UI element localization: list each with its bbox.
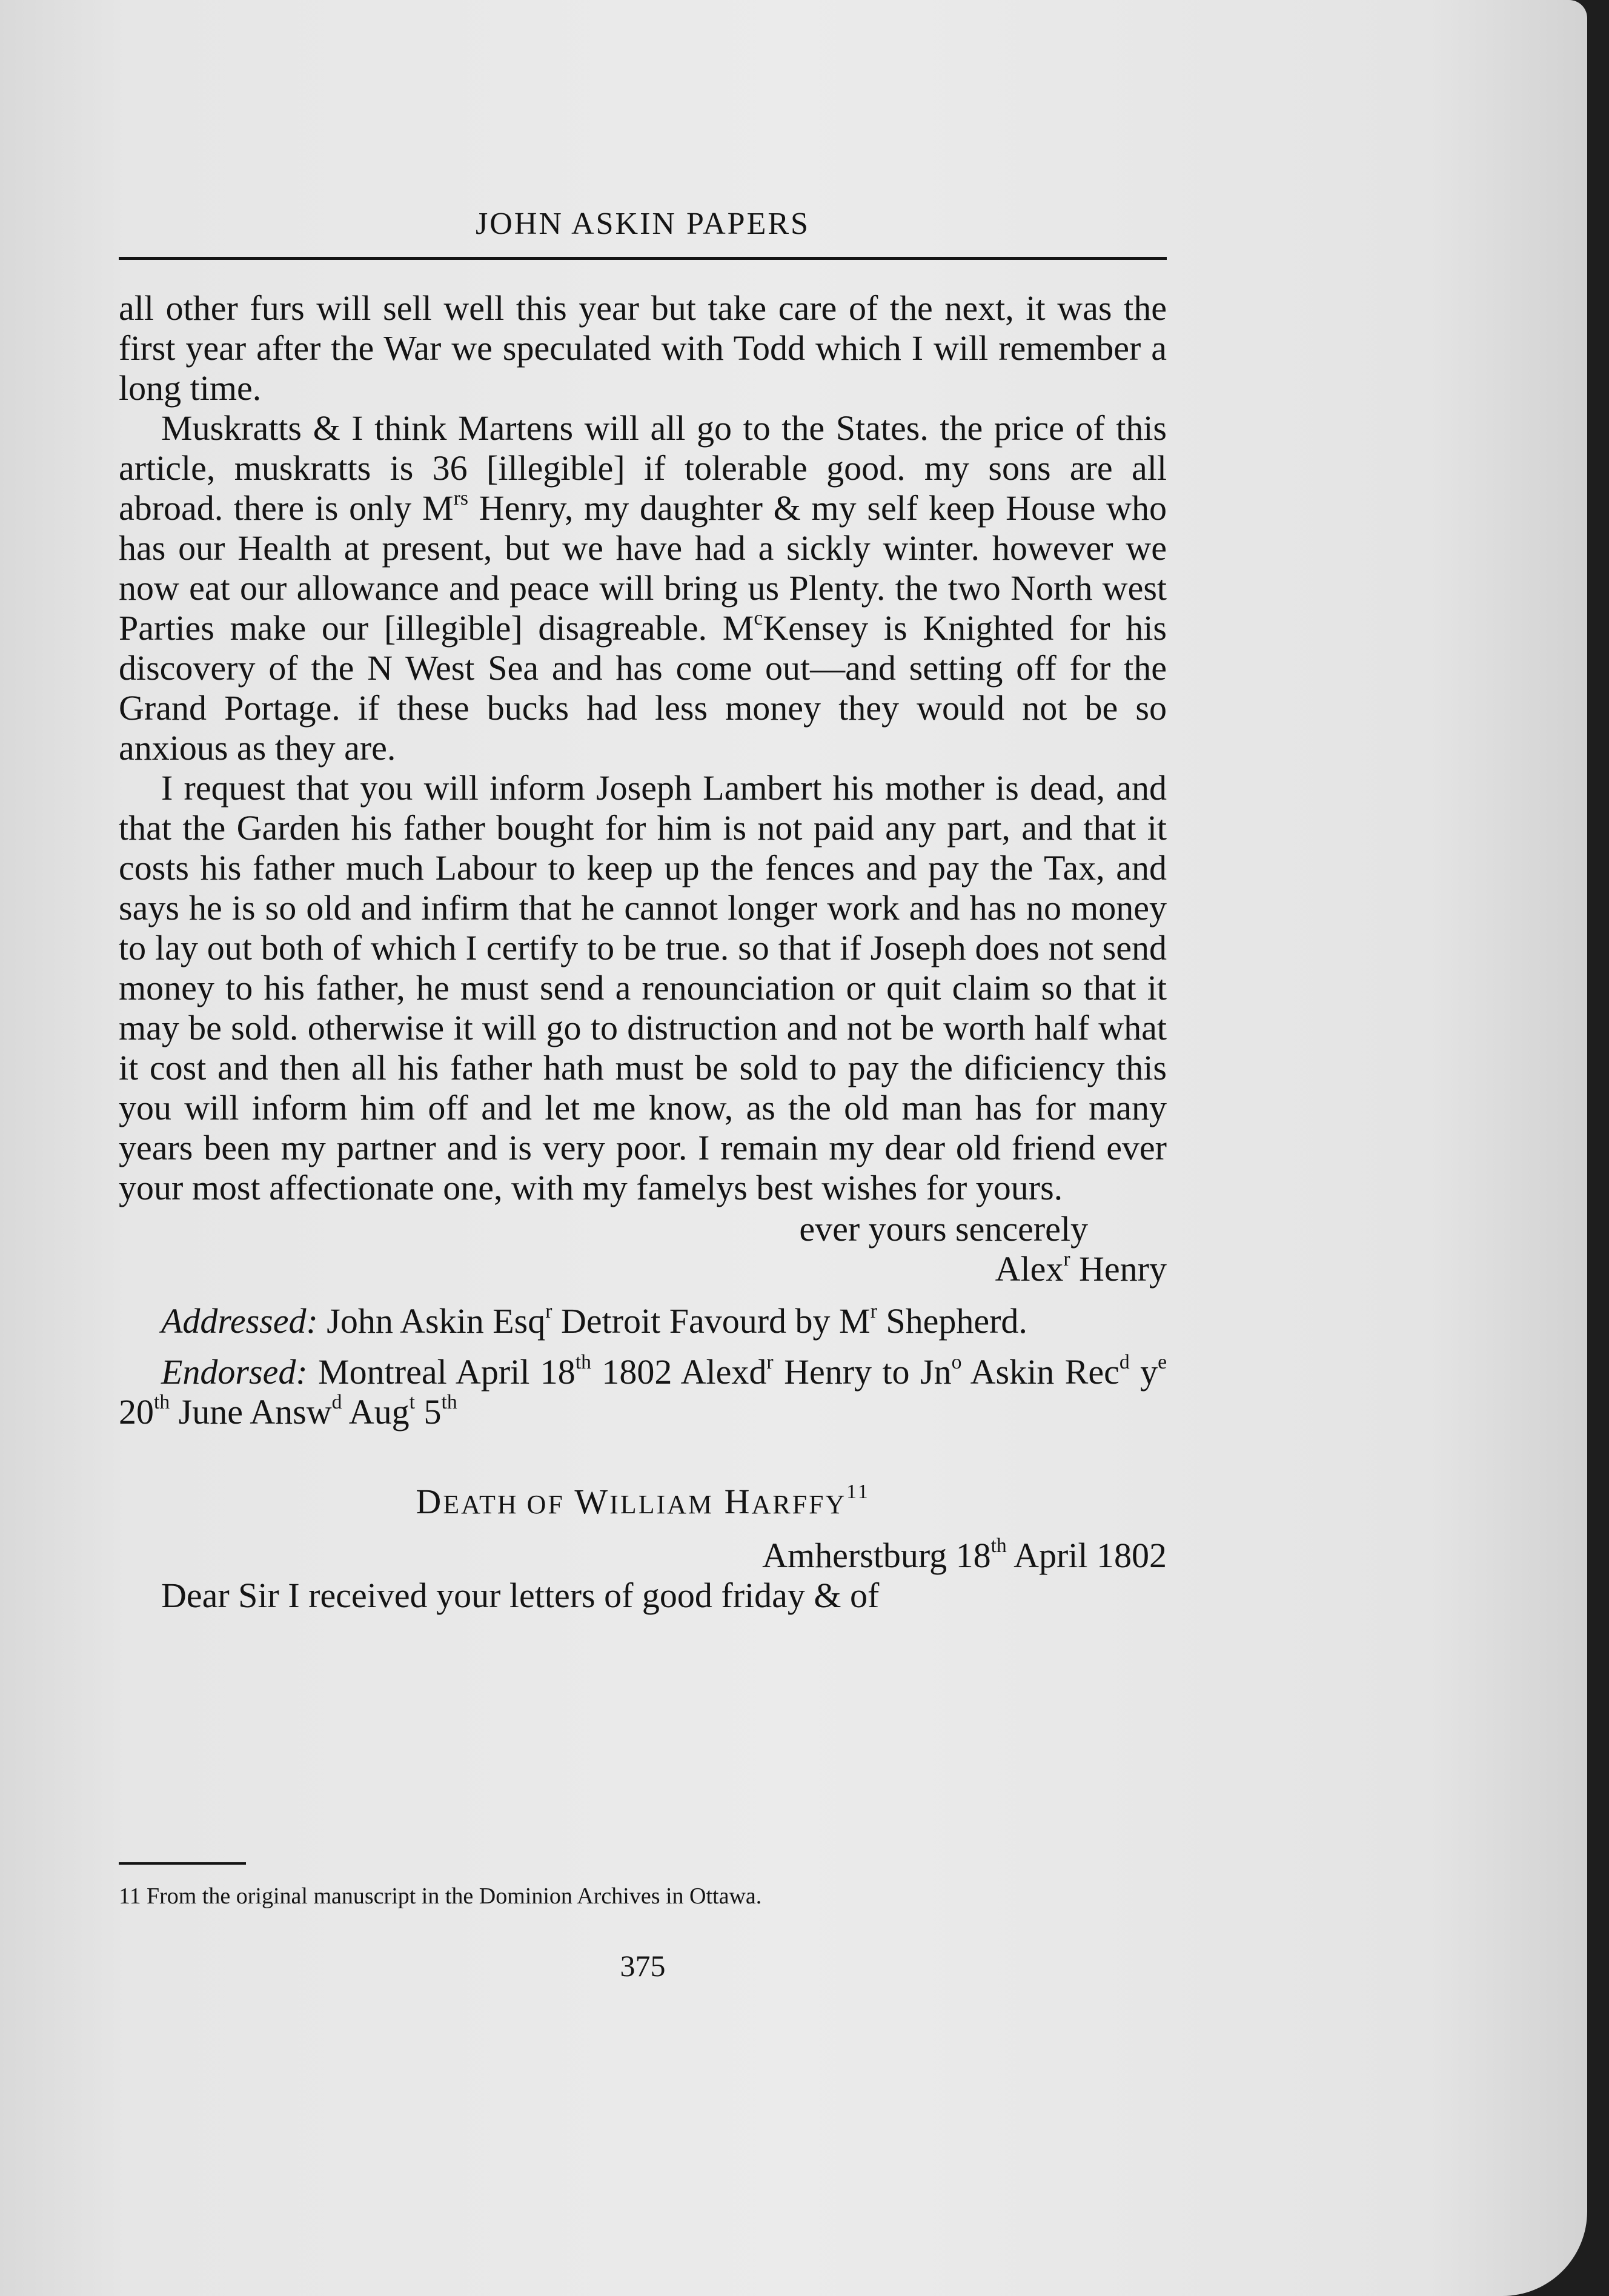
paragraph-2	[119, 408, 1167, 768]
closing: ever yours sencerely	[799, 1209, 1088, 1249]
footnote-rule	[119, 1862, 246, 1865]
sup-o: o	[951, 1350, 962, 1373]
sup-th-2: th	[154, 1390, 170, 1413]
addressed-part-3: Shepherd.	[886, 1301, 1027, 1341]
footnote-number: 11	[119, 1883, 141, 1909]
sup-d-1: d	[1119, 1350, 1130, 1373]
paragraph-3: I request that you will inform Joseph Lambert his mother is dead, and that the Garden his father bought for him is not paid any part, and that it costs his father much Labour to keep up the fences and pay the Tax, and says he is so old and infirm that he cannot longer work and has no money to lay out both of which I certify to be true. so that if Joseph does not send money to his father, he must send a renounciation or quit claim so that it may be sold. otherwise it will go to distruction and not be worth half what it cost and then all his father hath must be sold to pay the dificiency this you will inform him off and let me know, as the old man has for many years been my partner and is very poor. I remain my dear old friend ever your most affectionate one, with my famelys best wishes for yours.	[119, 768, 1167, 1207]
sup-c: c	[754, 606, 763, 629]
heading-illiam: ILLIAM	[609, 1490, 714, 1519]
heading-h: H	[724, 1482, 752, 1521]
heading-arffy: ARFFY	[751, 1490, 847, 1519]
sup-r-mr: r	[870, 1299, 877, 1322]
addressed-note	[119, 1301, 1167, 1341]
heading-w: W	[574, 1482, 610, 1521]
sup-rs: rs	[453, 486, 468, 509]
endorsed-part-4: Askin Rec	[970, 1352, 1120, 1392]
paragraph-1: all other furs will sell well this year but take care of the next, it was the first year after the War we speculated with Todd which I will remember a long time.	[119, 288, 1167, 408]
endorsed-part-9: 5	[423, 1392, 442, 1432]
sup-e: e	[1158, 1350, 1167, 1373]
signature-part-2: Henry	[1079, 1249, 1167, 1289]
dateline-part-2: April 1802	[1014, 1536, 1167, 1575]
endorsed-part-5: y	[1140, 1352, 1158, 1392]
sup-d-2: d	[331, 1390, 342, 1413]
footnote-text: From the original manuscript in the Dominion Archives in Ottawa.	[147, 1883, 762, 1909]
footnote	[119, 1883, 1167, 1909]
header-rule	[119, 257, 1167, 260]
addressed-label: Addressed:	[161, 1301, 318, 1341]
endorsed-part-8: Aug	[348, 1392, 410, 1432]
running-head: JOHN ASKIN PAPERS	[476, 207, 810, 241]
endorsed-part-3: Henry to Jn	[784, 1352, 952, 1392]
heading-note-ref: 11	[846, 1480, 870, 1503]
body-text	[119, 288, 1167, 1616]
endorsed-part-2: 1802 Alexd	[602, 1352, 767, 1392]
page-number: 375	[620, 1949, 666, 1983]
sup-t: t	[409, 1390, 415, 1413]
paragraph-2-part-1: Muskratts & I think Martens will all go to the States. the price of this article, muskratts is 36 [illegible] if tolerable good. my sons are all abroad. there is only M	[119, 408, 1167, 528]
addressed-part-2: Detroit Favourd by M	[560, 1301, 871, 1341]
heading-d: D	[416, 1482, 443, 1521]
endorsed-part-7: June Answ	[178, 1392, 332, 1432]
paragraph-2-part-2: Henry, my daughter & my self keep House who has our Health at present, but we have had a sickly winter. however we now eat our allowance and peace will bring us Plenty. the two North west Parties make our [illegible] disagreable. M	[119, 488, 1167, 648]
sup-r-signature: r	[1063, 1247, 1070, 1270]
sup-th-dateline: th	[990, 1534, 1007, 1557]
sup-th-3: th	[441, 1390, 457, 1413]
dateline	[119, 1536, 1167, 1576]
dateline-part-1: Amherstburg 18	[762, 1536, 991, 1575]
signature	[119, 1249, 1167, 1289]
sup-r-esq: r	[545, 1299, 552, 1322]
endorsed-part-6: 20	[119, 1392, 154, 1432]
endorsed-note	[119, 1352, 1167, 1432]
sup-r-alexd: r	[766, 1350, 774, 1373]
endorsed-label: Endorsed:	[161, 1352, 308, 1392]
heading-eath-of: EATH OF	[443, 1490, 565, 1519]
endorsed-part-1: Montreal April 18	[318, 1352, 576, 1392]
signature-part-1: Alex	[995, 1249, 1064, 1289]
section-heading	[119, 1482, 1167, 1525]
paragraph-2-part-3: Kensey is Knighted for his discovery of the N West Sea and has come out—and setting off for the Grand Portage. if these bucks had less money they would not be so anxious as they are.	[119, 608, 1167, 768]
sup-th-1: th	[575, 1350, 591, 1373]
addressed-part-1: John Askin Esq	[327, 1301, 546, 1341]
letter-opening: Dear Sir I received your letters of good friday & of	[161, 1576, 880, 1615]
